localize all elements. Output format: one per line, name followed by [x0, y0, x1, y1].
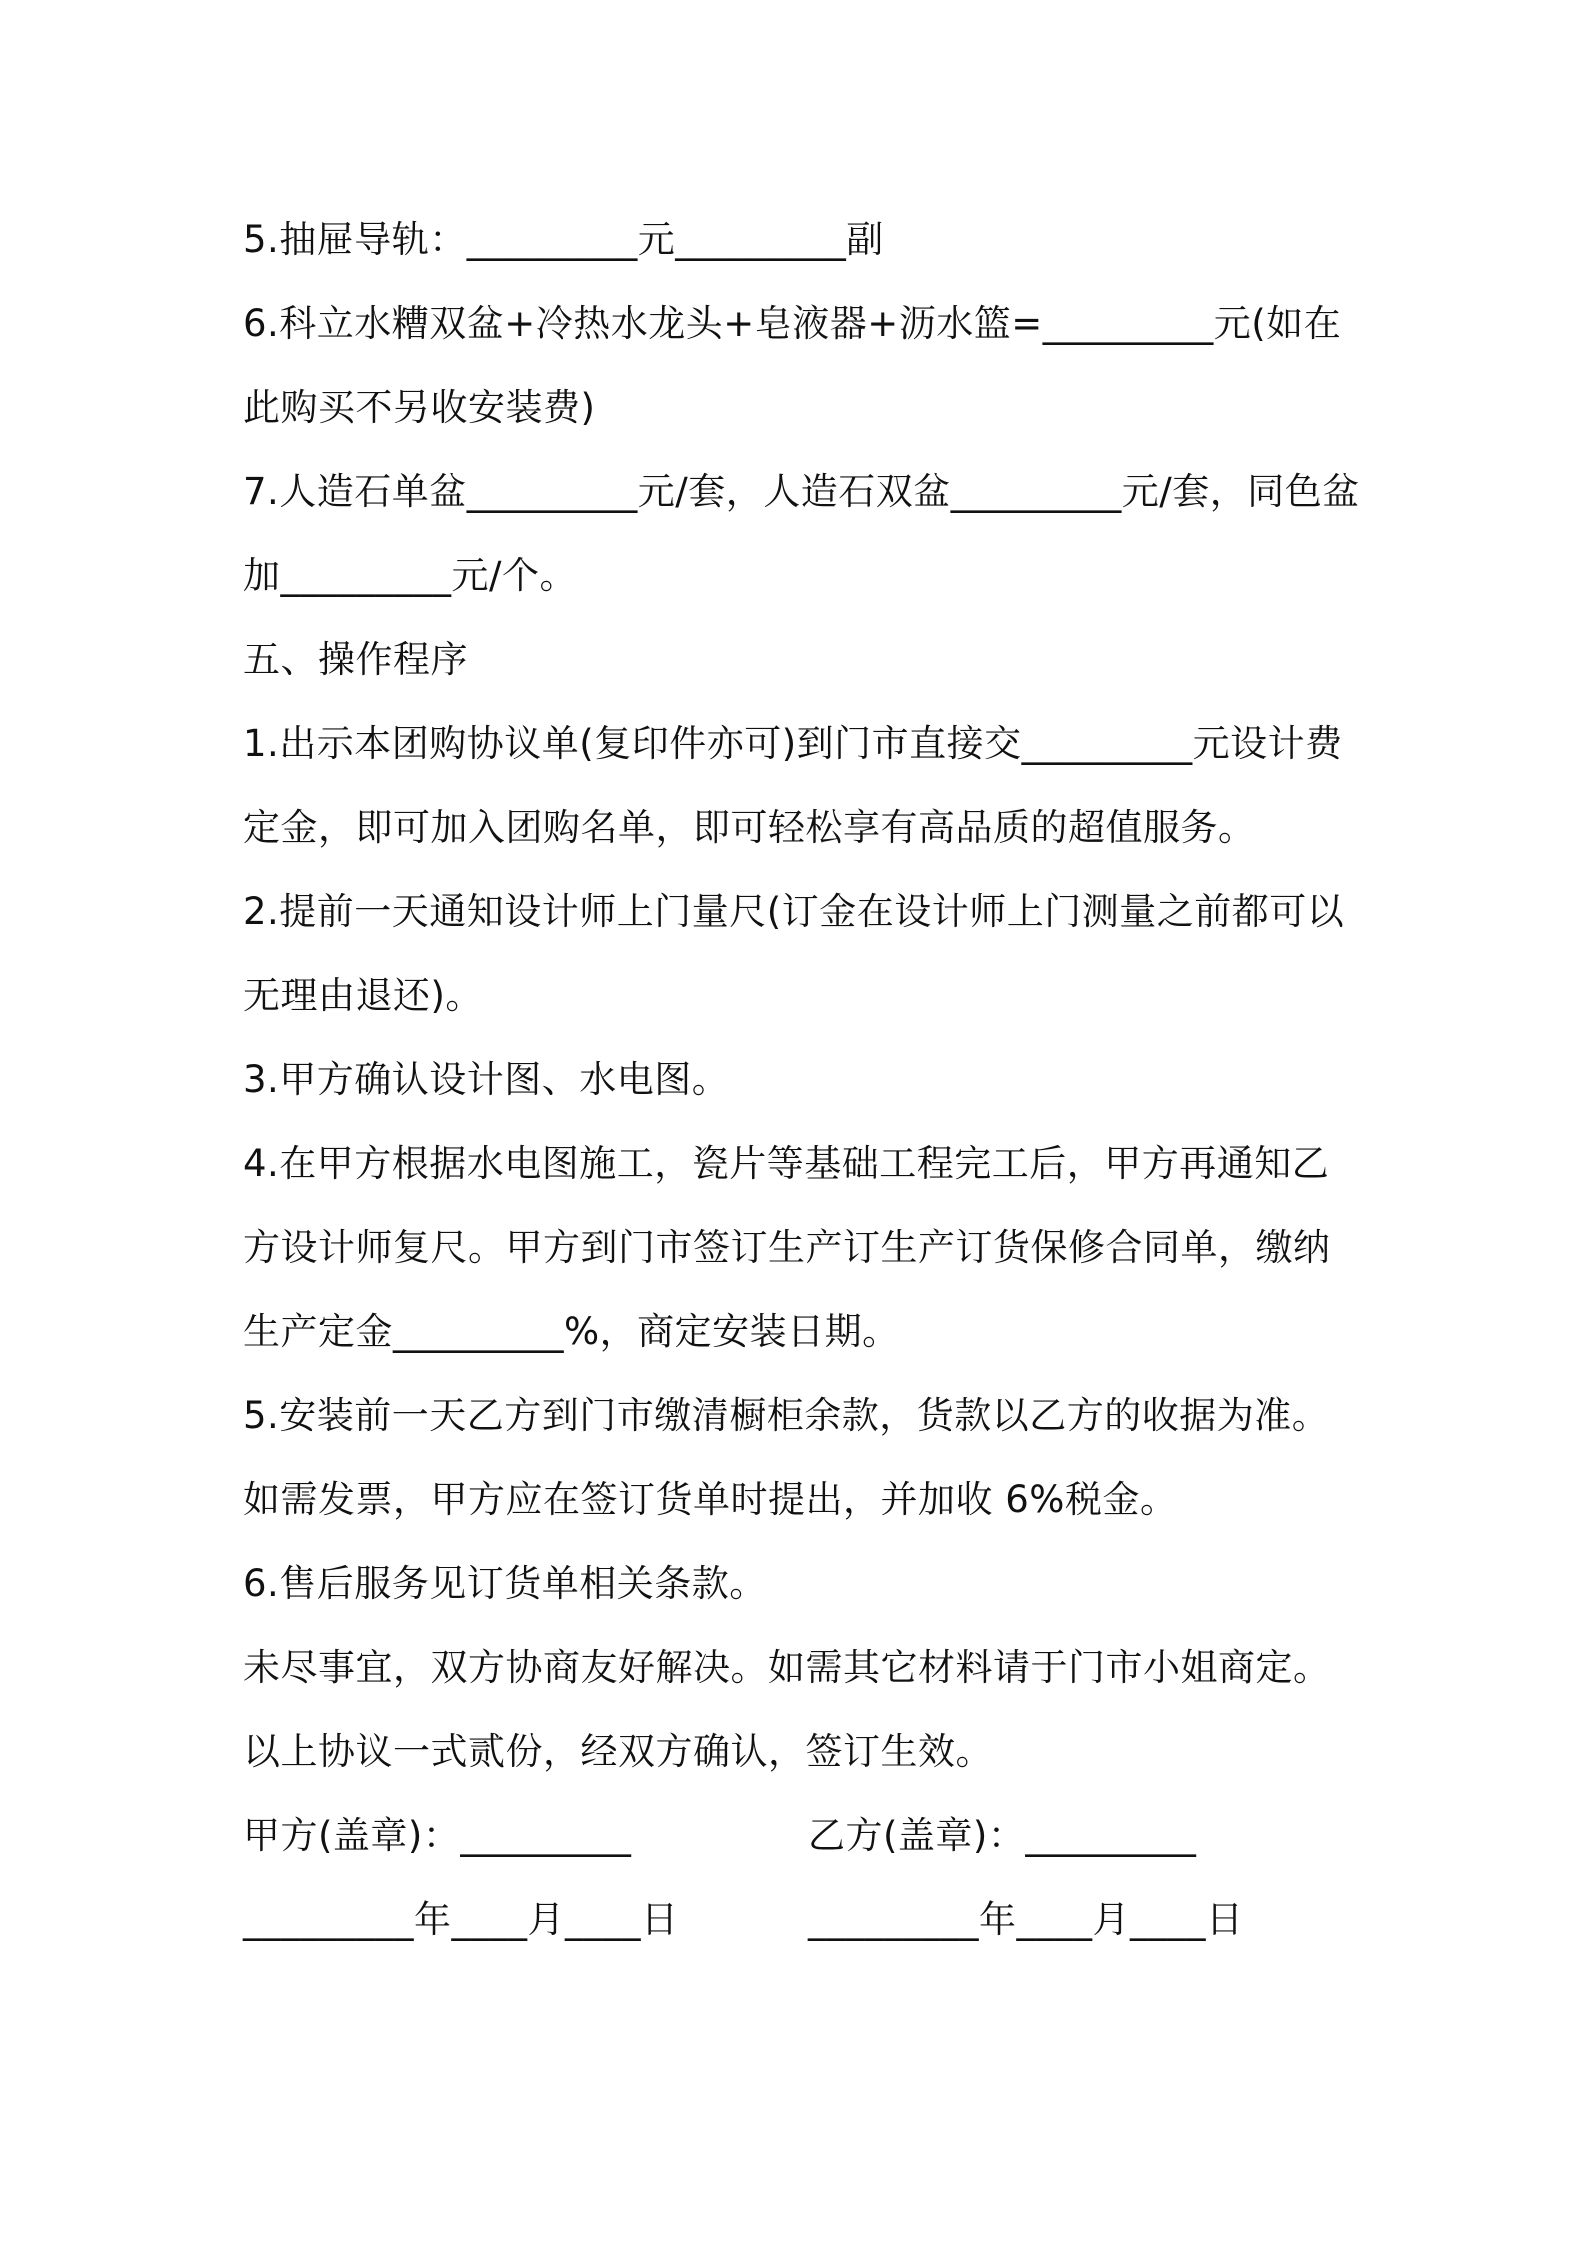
document-body: [243, 198, 1363, 1962]
procedure-step-3: 3.甲方确认设计图、水电图。: [243, 1058, 730, 1101]
section-heading-procedure: 五、操作程序: [243, 638, 468, 681]
agreement-effect: 以上协议一式贰份，经双方确认，签订生效。: [243, 1730, 993, 1773]
clause-stone-basin: 7.人造石单盆_________元/套，人造石双盆_________元/套，同色盆加_________元/个。: [243, 470, 1360, 597]
party-b-seal: 乙方(盖章)：_________: [808, 1814, 1197, 1857]
procedure-step-2: 2.提前一天通知设计师上门量尺(订金在设计师上门测量之前都可以无理由退还)。: [243, 890, 1345, 1017]
closing-note: 未尽事宜，双方协商友好解决。如需其它材料请于门市小姐商定。: [243, 1646, 1331, 1689]
procedure-step-1: 1.出示本团购协议单(复印件亦可)到门市直接交_________元设计费定金，即可加入团购名单，即可轻松享有高品质的超值服务。: [243, 722, 1343, 849]
clause-sink-set: 6.科立水糟双盆+冷热水龙头+皂液器+沥水篮=_________元(如在此购买不另收安装费): [243, 302, 1342, 429]
party-b-date: _________年____月____日: [808, 1898, 1244, 1941]
party-a-date: _________年____月____日: [243, 1898, 679, 1941]
clause-drawer-rail: 5.抽屉导轨：_________元_________副: [243, 218, 884, 261]
party-a-seal: 甲方(盖章)：_________: [243, 1814, 632, 1857]
signature-row: [243, 1794, 1363, 1878]
date-row: [243, 1878, 1363, 1962]
procedure-step-5: 5.安装前一天乙方到门市缴清橱柜余款，货款以乙方的收据为准。如需发票，甲方应在签订货单时提出，并加收 6%税金。: [243, 1394, 1330, 1521]
procedure-step-4: 4.在甲方根据水电图施工，瓷片等基础工程完工后，甲方再通知乙方设计师复尺。甲方到门市签订生产订生产订货保修合同单，缴纳生产定金_________%，商定安装日期。: [243, 1142, 1331, 1353]
procedure-step-6: 6.售后服务见订货单相关条款。: [243, 1562, 767, 1605]
